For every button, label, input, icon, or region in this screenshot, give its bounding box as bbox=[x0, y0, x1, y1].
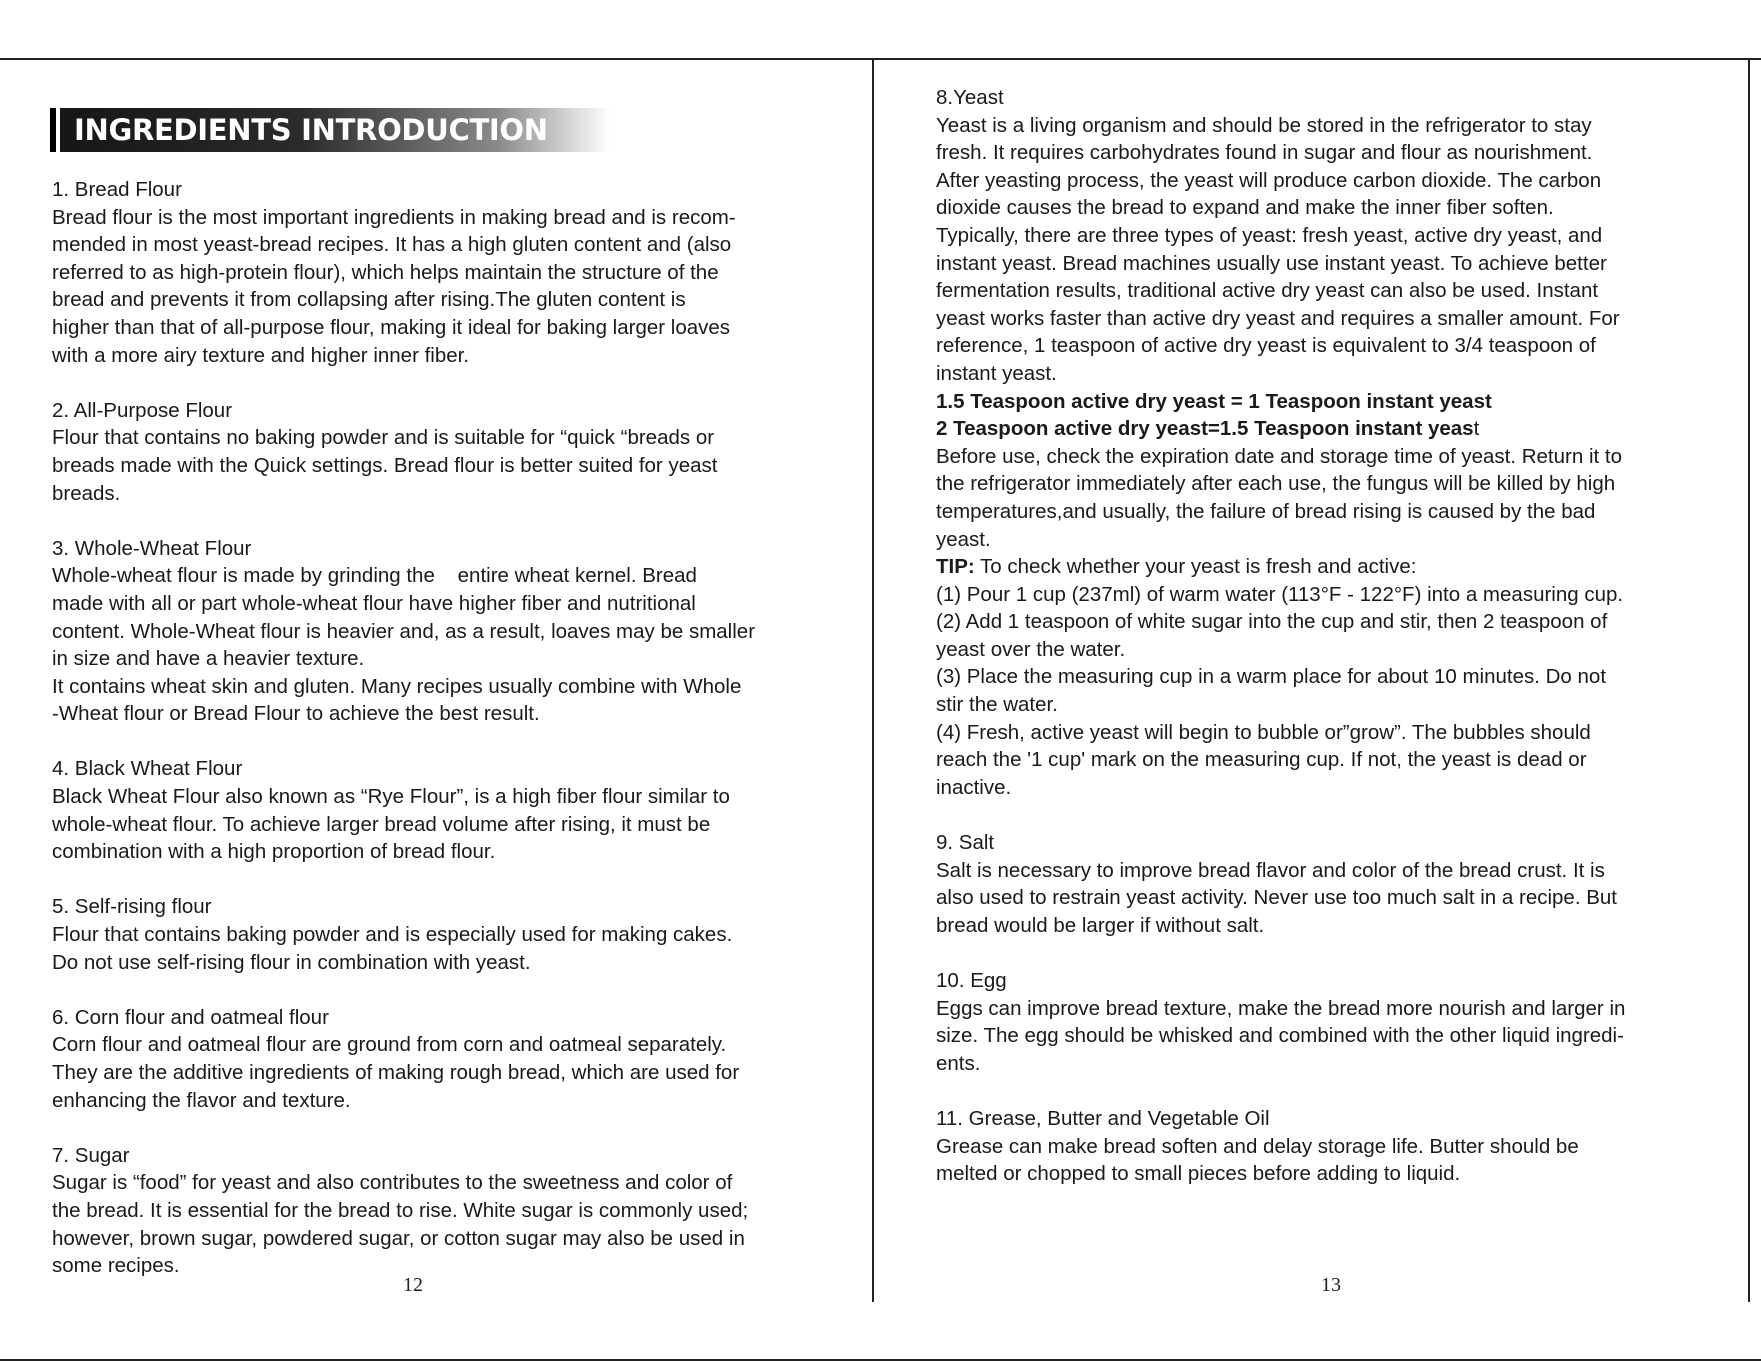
body-line: in size and have a heavier texture. bbox=[52, 647, 365, 671]
section-all-purpose-flour bbox=[52, 397, 822, 507]
body-line: content. Whole-Wheat flour is heavier and, as a result, loaves may be smaller bbox=[52, 619, 756, 643]
body-line: fresh. It requires carbohydrates found in sugar and flour as nourishment. bbox=[936, 141, 1593, 165]
section-grease-butter-oil bbox=[936, 1105, 1716, 1188]
conversion-note: 1.5 Teaspoon active dry yeast = 1 Teaspoon instant yeast bbox=[936, 389, 1492, 413]
body-line: instant yeast. bbox=[936, 361, 1057, 385]
section-black-wheat-flour bbox=[52, 755, 822, 865]
section-heading: 6. Corn flour and oatmeal flour bbox=[52, 1005, 329, 1029]
body-line: temperatures,and usually, the failure of bread rising is caused by the bad bbox=[936, 499, 1596, 523]
section-heading: 1. Bread Flour bbox=[52, 178, 182, 201]
body-line: Eggs can improve bread texture, make the bread more nourish and larger in bbox=[936, 996, 1626, 1020]
tip-step: (1) Pour 1 cup (237ml) of warm water (113°F - 122°F) into a measuring cup. bbox=[936, 582, 1624, 606]
page-title: INGREDIENTS INTRODUCTION bbox=[74, 113, 548, 147]
body-line: also used to restrain yeast activity. Never use too much salt in a recipe. But bbox=[936, 886, 1617, 910]
body-line: melted or chopped to small pieces before adding to liquid. bbox=[936, 1162, 1461, 1186]
section-bread-flour bbox=[52, 176, 822, 369]
body-line: After yeasting process, the yeast will produce carbon dioxide. The carbon bbox=[936, 168, 1602, 192]
body-line: Before use, check the expiration date and storage time of yeast. Return it to bbox=[936, 444, 1622, 468]
section-sugar bbox=[52, 1142, 822, 1280]
page-number-left: 12 bbox=[403, 1274, 423, 1296]
tip-step: (3) Place the measuring cup in a warm place for about 10 minutes. Do not bbox=[936, 665, 1607, 689]
body-line: Grease can make bread soften and delay storage life. Butter should be bbox=[936, 1134, 1579, 1158]
body-line: the refrigerator immediately after each use, the fungus will be killed by high bbox=[936, 472, 1616, 496]
tip-step: yeast over the water. bbox=[936, 637, 1126, 661]
body-line: yeast. bbox=[936, 527, 991, 551]
body-line: ents. bbox=[936, 1051, 981, 1075]
section-banner bbox=[50, 108, 610, 152]
tip-step: stir the water. bbox=[936, 693, 1058, 717]
body-line: referred to as high-protein flour), which helps maintain the structure of the bbox=[52, 260, 719, 284]
section-heading: 10. Egg bbox=[936, 969, 1007, 992]
section-heading: 3. Whole-Wheat Flour bbox=[52, 536, 252, 560]
section-egg bbox=[936, 967, 1716, 1077]
tip-step: (4) Fresh, active yeast will begin to bubble or”grow”. The bubbles should bbox=[936, 720, 1591, 744]
body-line: Flour that contains baking powder and is especially used for making cakes. bbox=[52, 923, 733, 947]
body-line: Corn flour and oatmeal flour are ground from corn and oatmeal separately. bbox=[52, 1033, 727, 1057]
body-line: combination with a high proportion of bread flour. bbox=[52, 840, 496, 864]
top-rule bbox=[0, 58, 1761, 60]
page-divider bbox=[872, 60, 874, 1302]
body-line: Sugar is “food” for yeast and also contributes to the sweetness and color of bbox=[52, 1171, 733, 1195]
body-line: enhancing the flavor and texture. bbox=[52, 1088, 351, 1112]
section-heading: 8.Yeast bbox=[936, 86, 1004, 109]
left-page-content bbox=[52, 176, 822, 1307]
body-line: reference, 1 teaspoon of active dry yeast is equivalent to 3/4 teaspoon of bbox=[936, 334, 1596, 358]
page-number-right: 13 bbox=[1321, 1274, 1341, 1296]
body-line: some recipes. bbox=[52, 1254, 180, 1278]
body-line: whole-wheat flour. To achieve larger bread volume after rising, it must be bbox=[52, 812, 711, 836]
tip-text: To check whether your yeast is fresh and active: bbox=[974, 555, 1417, 579]
body-line: the bread. It is essential for the bread to rise. White sugar is commonly used; bbox=[52, 1198, 749, 1222]
body-line: with a more airy texture and higher inner fiber. bbox=[52, 343, 470, 367]
body-line: Salt is necessary to improve bread flavor and color of the bread crust. It is bbox=[936, 858, 1605, 882]
body-line: Black Wheat Flour also known as “Rye Flour”, is a high fiber flour similar to bbox=[52, 785, 730, 809]
body-line: yeast works faster than active dry yeast and requires a smaller amount. For bbox=[936, 306, 1620, 330]
section-heading: 9. Salt bbox=[936, 831, 995, 855]
tip-step: (2) Add 1 teaspoon of white sugar into the cup and stir, then 2 teaspoon of bbox=[936, 610, 1608, 634]
body-line: breads made with the Quick settings. Bread flour is better suited for yeast bbox=[52, 453, 718, 477]
body-line: fermentation results, traditional active dry yeast can also be used. Instant bbox=[936, 279, 1599, 303]
body-line: bread would be larger if without salt. bbox=[936, 913, 1265, 937]
body-line: mended in most yeast-bread recipes. It has a high gluten content and (also bbox=[52, 233, 732, 257]
body-line: Bread flour is the most important ingredients in making bread and is recom- bbox=[52, 205, 736, 229]
section-whole-wheat-flour bbox=[52, 535, 822, 728]
tip-label: TIP: bbox=[936, 555, 975, 579]
section-corn-oatmeal-flour bbox=[52, 1004, 822, 1114]
body-line: They are the additive ingredients of making rough bread, which are used for bbox=[52, 1061, 740, 1084]
conversion-note bbox=[936, 415, 1716, 443]
tip-step: inactive. bbox=[936, 775, 1012, 799]
section-heading: 5. Self-rising flour bbox=[52, 895, 212, 919]
section-heading: 7. Sugar bbox=[52, 1143, 130, 1167]
body-line: Do not use self-rising flour in combination with yeast. bbox=[52, 950, 531, 974]
body-line: breads. bbox=[52, 481, 121, 505]
body-line: Typically, there are three types of yeast: fresh yeast, active dry yeast, and bbox=[936, 223, 1603, 247]
conversion-note-tail: t bbox=[1473, 417, 1480, 441]
tip-step: reach the '1 cup' mark on the measuring cup. If not, the yeast is dead or bbox=[936, 748, 1587, 772]
body-line: Whole-wheat flour is made by grinding the entire wheat kernel. Bread bbox=[52, 564, 697, 588]
body-line: bread and prevents it from collapsing after rising.The gluten content is bbox=[52, 288, 686, 312]
tip-intro bbox=[936, 553, 1716, 581]
body-line: higher than that of all-purpose flour, making it ideal for baking larger loaves bbox=[52, 315, 731, 339]
body-line: instant yeast. Bread machines usually use instant yeast. To achieve better bbox=[936, 251, 1607, 275]
body-line: Flour that contains no baking powder and is suitable for “quick “breads or bbox=[52, 426, 715, 450]
section-heading: 11. Grease, Butter and Vegetable Oil bbox=[936, 1106, 1270, 1130]
section-heading: 2. All-Purpose Flour bbox=[52, 398, 233, 422]
body-line: made with all or part whole-wheat flour have higher fiber and nutritional bbox=[52, 591, 696, 615]
body-line: -Wheat flour or Bread Flour to achieve the best result. bbox=[52, 702, 540, 726]
section-yeast bbox=[936, 84, 1716, 801]
section-self-rising-flour bbox=[52, 893, 822, 976]
conversion-note-bold: 2 Teaspoon active dry yeast=1.5 Teaspoon instant yeas bbox=[936, 417, 1474, 441]
right-page-content bbox=[936, 84, 1716, 1215]
body-line: Yeast is a living organism and should be stored in the refrigerator to stay bbox=[936, 113, 1592, 137]
right-edge-line bbox=[1748, 60, 1750, 1302]
body-line: size. The egg should be whisked and combined with the other liquid ingredi- bbox=[936, 1024, 1624, 1048]
body-line: however, brown sugar, powdered sugar, or cotton sugar may also be used in bbox=[52, 1226, 745, 1250]
section-salt bbox=[936, 829, 1716, 939]
body-line: It contains wheat skin and gluten. Many recipes usually combine with Whole bbox=[52, 674, 742, 698]
body-line: dioxide causes the bread to expand and make the inner fiber soften. bbox=[936, 196, 1554, 220]
section-heading: 4. Black Wheat Flour bbox=[52, 757, 243, 781]
